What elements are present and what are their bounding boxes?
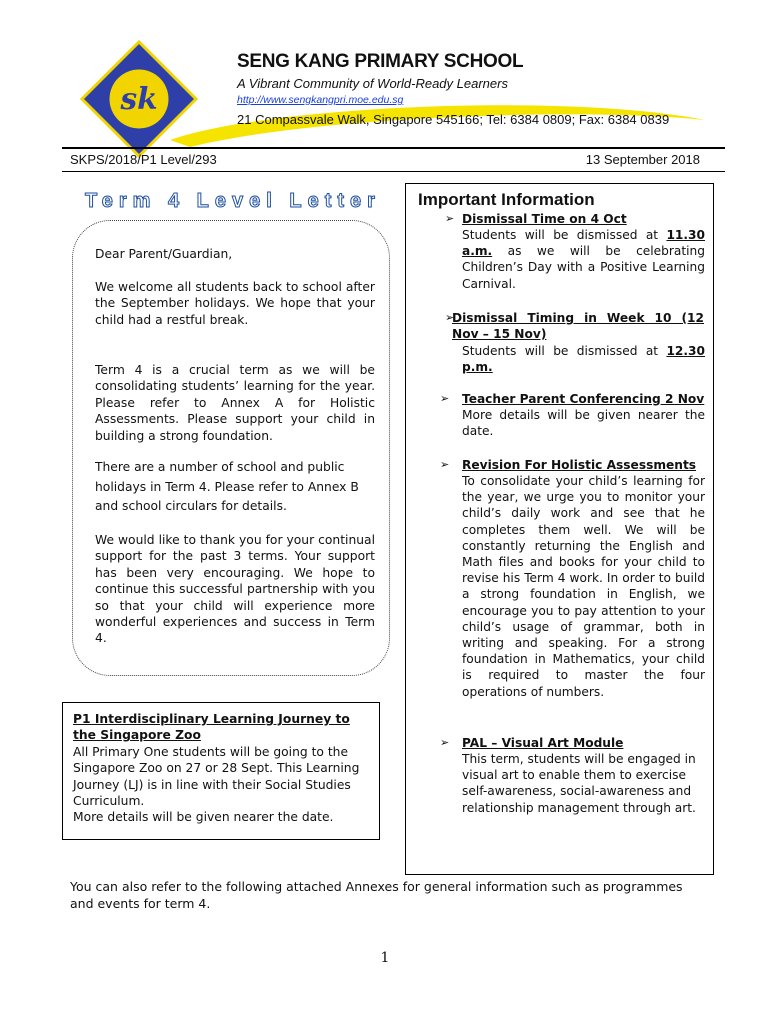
school-url-link[interactable]: http://www.sengkangpri.moe.edu.sg	[237, 94, 404, 106]
bullet-arrow-icon: ➢	[445, 311, 455, 324]
letter-paragraph: There are a number of school and public holidays in Term 4. Please refer to Annex B and school circulars for details.	[95, 460, 359, 513]
info-heading: Dismissal Time on 4 Oct	[462, 212, 627, 226]
bullet-arrow-icon: ➢	[440, 392, 450, 405]
letter-paragraph: We welcome all students back to school after the September holidays. We hope that your child had a restful break.	[95, 280, 375, 327]
logo-text: sk	[120, 80, 158, 116]
letter-paragraph: We would like to thank you for your continual support for the past 3 terms. Your support has been very encouraging. We hope to continue this successful partnership with you so that your child will experience more wonderful experiences and success in Term 4.	[95, 533, 375, 646]
school-motto: A Vibrant Community of World-Ready Learners	[237, 76, 508, 91]
page-number: 1	[380, 950, 390, 966]
info-heading: PAL – Visual Art Module	[462, 736, 624, 750]
school-address: 21 Compassvale Walk, Singapore 545166; Tel: 6384 0809; Fax: 6384 0839	[237, 112, 670, 127]
zoo-notice-title: P1 Interdisciplinary Learning Journey to the Singapore Zoo	[73, 712, 350, 743]
info-body: Students will be dismissed at 12.30 p.m.	[462, 344, 706, 375]
info-body: Students will be dismissed at 11.30 a.m. as we will be celebrating Children’s Day with a Positive Learning Carnival.	[462, 228, 706, 291]
bullet-arrow-icon: ➢	[440, 736, 450, 749]
letter-title: Term 4 Level Letter	[85, 190, 381, 212]
bullet-arrow-icon: ➢	[445, 212, 455, 225]
reference-number: SKPS/2018/P1 Level/293	[70, 152, 217, 167]
header-rule	[62, 147, 725, 149]
letter-paragraph: Term 4 is a crucial term as we will be consolidating students’ learning for the year. Please refer to Annex A for Holistic Assessments. Please support your child in building a strong foundation.	[95, 363, 375, 443]
school-name: SENG KANG PRIMARY SCHOOL	[237, 51, 524, 72]
letter-salutation: Dear Parent/Guardian,	[95, 247, 233, 261]
header-rule-bottom	[62, 171, 725, 172]
info-heading: Teacher Parent Conferencing 2 Nov	[462, 392, 705, 406]
annex-note: You can also refer to the following attached Annexes for general information such as programmes and events for term 4.	[70, 879, 683, 911]
zoo-notice-body: All Primary One students will be going to the Singapore Zoo on 27 or 28 Sept. This Learning Journey (LJ) is in line with their Social Studies Curriculum.	[73, 744, 360, 809]
bullet-arrow-icon: ➢	[440, 458, 450, 471]
info-body: This term, students will be engaged in visual art to enable them to exercise self-awareness, social-awareness and relationship management through art.	[462, 752, 696, 815]
zoo-notice-note: More details will be given nearer the date.	[73, 810, 334, 825]
info-heading: Dismissal Timing in Week 10 (12 Nov – 15 Nov)	[452, 311, 704, 341]
info-body: More details will be given nearer the date.	[462, 408, 705, 439]
important-info-title: Important Information	[418, 190, 595, 209]
letter-date: 13 September 2018	[585, 152, 700, 167]
zoo-notice-box	[62, 702, 380, 840]
info-body: To consolidate your child’s learning for the year, we urge you to monitor your child’s daily work and see that he completes them well. We will be constantly returning the English and Math files and books for your child to revise his Term 4 work. In order to build a strong foundation in English, we encourage you to pay attention to your child’s usage of grammar, both in writing and speaking. For a strong foundation in Mathematics, your child is required to master the four operations of numbers.	[462, 474, 705, 699]
info-heading: Revision For Holistic Assessments	[462, 458, 697, 472]
